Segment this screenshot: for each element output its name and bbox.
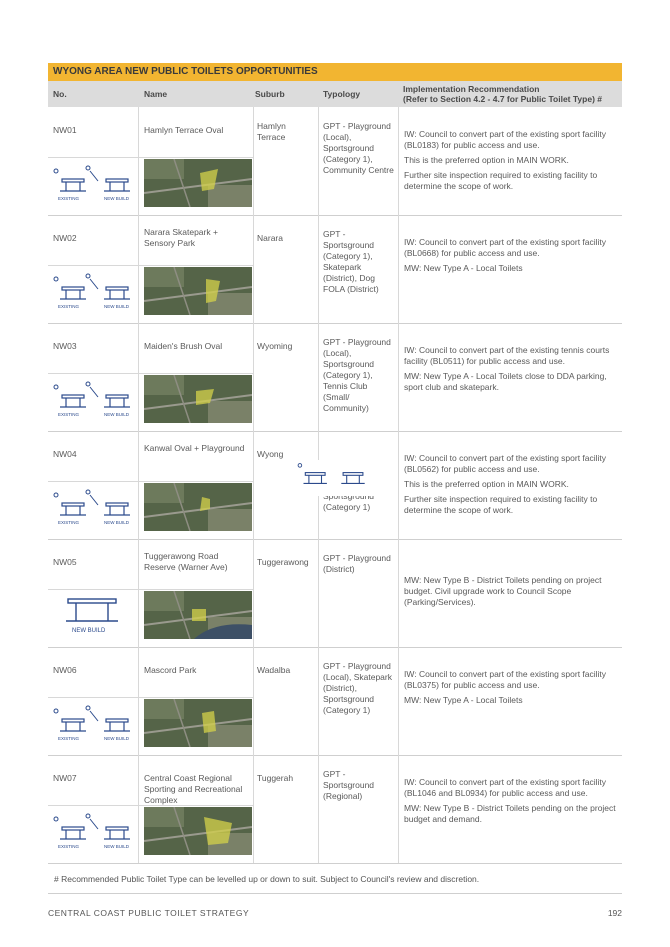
site-number: NW06	[53, 665, 77, 675]
site-name: Kanwal Oval + Playground	[144, 443, 245, 453]
site-name: Hamlyn Terrace Oval	[144, 125, 224, 135]
column-divider	[318, 755, 319, 863]
column-divider	[318, 647, 319, 755]
implementation-line: Further site inspection required to existing facility to determine the scope of work.	[404, 494, 598, 515]
column-divider	[253, 755, 254, 863]
existing-label: EXISTING	[58, 736, 80, 741]
row-divider	[48, 697, 253, 698]
col-typology: Typology	[323, 89, 361, 99]
site-name: Mascord Park	[144, 665, 197, 675]
column-divider	[318, 215, 319, 323]
site-number: NW02	[53, 233, 77, 243]
implementation-line: IW: Council to convert part of the existing sport facility (BL0183) for public access and use.	[404, 129, 607, 150]
site-name: Central Coast Regional Sporting and Recreational Complex	[144, 773, 243, 805]
implementation-line: IW: Council to convert part of the existing sport facility (BL0562) for public access and use.	[404, 453, 607, 474]
implementation-line: MW: New Type B - District Toilets pending on project budget. Civil upgrade work to Council Scope (Parking/Services).	[404, 575, 602, 607]
implementation-recommendation	[404, 669, 618, 710]
implementation-line: MW: New Type A - Local Toilets	[404, 263, 523, 273]
implementation-recommendation	[404, 575, 618, 612]
column-divider	[253, 647, 254, 755]
column-divider	[138, 107, 139, 215]
site-number: NW01	[53, 125, 77, 135]
suburb: Hamlyn Terrace	[257, 121, 286, 142]
implementation-recommendation	[404, 237, 618, 278]
column-divider	[398, 647, 399, 755]
site-name: Tuggerawong Road Reserve (Warner Ave)	[144, 551, 228, 572]
implementation-line: IW: Council to convert part of the existing sport facility (BL1046 and BL0934) for public access and use.	[404, 777, 607, 798]
site-aerial-photo	[144, 159, 252, 207]
existing-and-new-build-icon-overlay	[290, 460, 380, 496]
site-number: NW04	[53, 449, 77, 459]
column-divider	[318, 539, 319, 647]
row-divider	[48, 481, 253, 482]
typology: GPT - Playground (Local), Sportsground (Category 1), Tennis Club (Small/ Community)	[323, 337, 391, 413]
suburb: Tuggerawong	[257, 557, 309, 567]
column-divider	[253, 323, 254, 431]
row-divider	[48, 157, 253, 158]
implementation-recommendation	[404, 129, 618, 196]
new-build-label: NEW BUILD	[104, 412, 130, 417]
column-divider	[398, 107, 399, 215]
table-row	[48, 107, 622, 216]
site-aerial-photo	[144, 267, 252, 315]
implementation-line: MW: New Type A - Local Toilets	[404, 695, 523, 705]
col-name: Name	[144, 89, 168, 99]
existing-and-new-build-icon	[48, 163, 138, 203]
typology: GPT - Playground (Local), Sportsground (Category 1), Community Centre	[323, 121, 394, 175]
column-divider	[138, 647, 139, 755]
table-row	[48, 647, 622, 756]
column-divider	[253, 539, 254, 647]
implementation-recommendation	[404, 453, 618, 520]
suburb: Wyong	[257, 449, 284, 459]
site-name: Maiden's Brush Oval	[144, 341, 223, 351]
site-number: NW07	[53, 773, 77, 783]
column-divider	[138, 431, 139, 539]
implementation-line: This is the preferred option in MAIN WORK.	[404, 155, 569, 165]
table-row	[48, 323, 622, 432]
column-divider	[138, 755, 139, 863]
suburb: Wyoming	[257, 341, 293, 351]
existing-and-new-build-icon	[48, 703, 138, 743]
implementation-line: Further site inspection required to existing facility to determine the scope of work.	[404, 170, 598, 191]
table-header	[48, 81, 622, 107]
typology: GPT - Playground (District)	[323, 553, 391, 574]
column-divider	[318, 323, 319, 431]
page-number: 192	[607, 908, 622, 918]
site-highlight-area	[202, 711, 216, 733]
existing-and-new-build-icon	[48, 379, 138, 419]
column-divider	[398, 215, 399, 323]
new-build-label: NEW BUILD	[104, 520, 130, 525]
col-suburb: Suburb	[255, 89, 285, 99]
site-aerial-photo	[144, 591, 252, 639]
typology: GPT - Playground (Local), Skatepark (District), Sportsground (Category 1)	[323, 661, 392, 715]
new-build-label: NEW BUILD	[104, 196, 130, 201]
implementation-line: MW: New Type A - Local Toilets close to DDA parking, sport club and skatepark.	[404, 371, 607, 392]
new-build-icon	[62, 595, 152, 635]
existing-and-new-build-icon	[48, 811, 138, 851]
existing-label: EXISTING	[58, 412, 80, 417]
new-build-label: NEW BUILD	[104, 736, 130, 741]
site-aerial-photo	[144, 699, 252, 747]
table-row	[48, 539, 622, 648]
suburb: Narara	[257, 233, 283, 243]
footnote: # Recommended Public Toilet Type can be levelled up or down to suit. Subject to Council's review and discretion.	[54, 874, 480, 884]
site-highlight-area	[192, 609, 206, 621]
new-build-label: NEW BUILD	[104, 844, 130, 849]
new-build-label: NEW BUILD	[104, 304, 130, 309]
existing-label: EXISTING	[58, 520, 80, 525]
site-number: NW03	[53, 341, 77, 351]
implementation-line: IW: Council to convert part of the existing sport facility (BL0668) for public access and use.	[404, 237, 607, 258]
existing-label: EXISTING	[58, 304, 80, 309]
column-divider	[398, 323, 399, 431]
table-row	[48, 215, 622, 324]
col-implementation: Implementation Recommendation (Refer to Section 4.2 - 4.7 for Public Toilet Type) #	[403, 84, 602, 104]
table-row	[48, 755, 622, 864]
column-divider	[253, 431, 254, 539]
column-divider	[398, 431, 399, 539]
site-number: NW05	[53, 557, 77, 567]
column-divider	[138, 215, 139, 323]
suburb: Tuggerah	[257, 773, 294, 783]
column-divider	[398, 755, 399, 863]
site-aerial-photo	[144, 483, 252, 531]
suburb: Wadalba	[257, 665, 291, 675]
implementation-recommendation	[404, 345, 618, 397]
site-aerial-photo	[144, 807, 252, 855]
typology: GPT - Sportsground (Category 1), Skatepark (District), Dog FOLA (District)	[323, 229, 379, 294]
existing-label: EXISTING	[58, 196, 80, 201]
implementation-line: IW: Council to convert part of the existing sport facility (BL0375) for public access and use.	[404, 669, 607, 690]
existing-and-new-build-icon	[48, 271, 138, 311]
implementation-line: This is the preferred option in MAIN WORK.	[404, 479, 569, 489]
column-divider	[398, 539, 399, 647]
row-divider	[48, 373, 253, 374]
column-divider	[318, 107, 319, 215]
typology: Sportsground (Category 1)	[323, 491, 375, 512]
site-aerial-photo	[144, 375, 252, 423]
typology: GPT - Sportsground (Regional)	[323, 769, 375, 801]
col-no: No.	[53, 89, 67, 99]
site-name: Narara Skatepark + Sensory Park	[144, 227, 218, 248]
implementation-line: MW: New Type B - District Toilets pending on the project budget and demand.	[404, 803, 616, 824]
implementation-line: IW: Council to convert part of the existing tennis courts facility (BL0511) for public access and use.	[404, 345, 610, 366]
footer-divider	[48, 893, 622, 894]
column-divider	[253, 107, 254, 215]
existing-label: EXISTING	[58, 844, 80, 849]
implementation-recommendation	[404, 777, 618, 829]
row-divider	[48, 265, 253, 266]
column-divider	[253, 215, 254, 323]
footer-doc-title: CENTRAL COAST PUBLIC TOILET STRATEGY	[48, 908, 250, 918]
existing-and-new-build-icon	[48, 487, 138, 527]
section-title: WYONG AREA NEW PUBLIC TOILETS OPPORTUNITIES	[48, 63, 622, 81]
row-divider	[48, 589, 253, 590]
new-build-label: NEW BUILD	[72, 628, 106, 634]
column-divider	[138, 323, 139, 431]
